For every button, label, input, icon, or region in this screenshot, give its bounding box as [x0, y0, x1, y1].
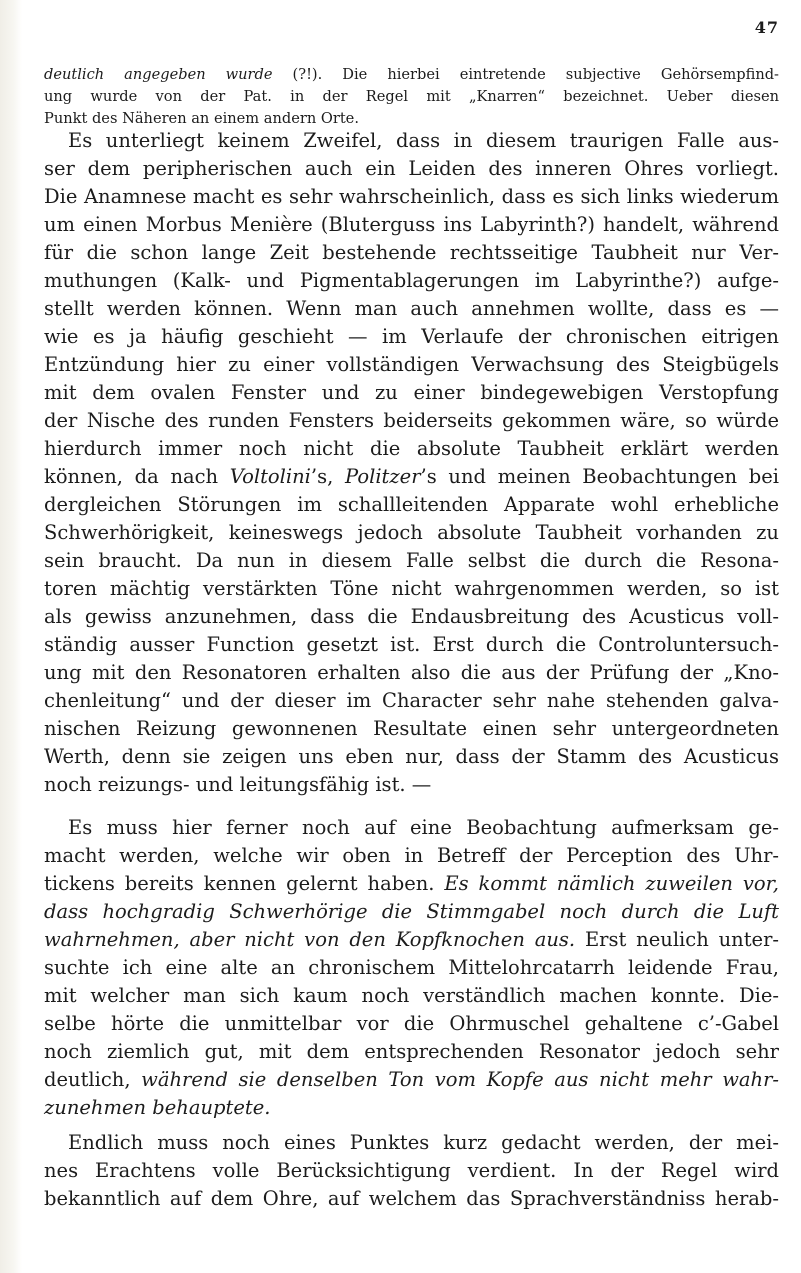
text-run: Es muss hier ferner noch auf eine Beobachtung aufmerksam ge- — [68, 816, 779, 839]
italic-text: deutlich angegeben wurde — [44, 66, 273, 83]
text-run: bekanntlich auf dem Ohre, auf welchem das Sprachverständniss herab- — [44, 1187, 779, 1210]
text-run: noch reizungs- und leitungsfähig ist. — — [44, 773, 432, 796]
text-run: ung wurde von der Pat. in der Regel mit „Knarren“ bezeichnet. Ueber diesen — [44, 88, 779, 105]
text-run: ’s und meinen Beobachtungen bei — [420, 465, 779, 488]
text-line — [44, 211, 779, 239]
text-line — [44, 659, 779, 687]
italic-text: Politzer — [345, 465, 421, 488]
text-line — [44, 603, 779, 631]
text-line — [44, 547, 779, 575]
text-line — [44, 814, 779, 842]
text-run: Entzündung hier zu einer vollständigen Verwachsung des Steigbügels — [44, 353, 779, 376]
text-line — [44, 351, 779, 379]
text-line — [44, 86, 779, 108]
text-run: stellt werden können. Wenn man auch annehmen wollte, dass es — — [44, 297, 779, 320]
text-run: Werth, denn sie zeigen uns eben nur, dass der Stamm des Acusticus — [44, 745, 779, 768]
text-line — [44, 435, 779, 463]
text-run: mit dem ovalen Fenster und zu einer bindegewebigen Verstopfung — [44, 381, 779, 404]
text-line — [44, 926, 779, 954]
text-line — [44, 842, 779, 870]
text-run: macht werden, welche wir oben in Betreff der Perception des Uhr- — [44, 844, 779, 867]
text-run: Schwerhörigkeit, keineswegs jedoch absolute Taubheit vorhanden zu — [44, 521, 779, 544]
text-line — [44, 295, 779, 323]
text-run: dergleichen Störungen im schallleitenden Apparate wohl erhebliche — [44, 493, 779, 516]
text-line — [44, 898, 779, 926]
text-run: noch ziemlich gut, mit dem entsprechenden Resonator jedoch sehr — [44, 1040, 779, 1063]
text-run: muthungen (Kalk- und Pigmentablagerungen im Labyrinthe?) aufge- — [44, 269, 779, 292]
text-run: der Nische des runden Fensters beiderseits gekommen wäre, so würde — [44, 409, 779, 432]
text-run: ser dem peripherischen auch ein Leiden des inneren Ohres vorliegt. — [44, 157, 779, 180]
text-run: ung mit den Resonatoren erhalten also die aus der Prüfung der „Kno- — [44, 661, 779, 684]
text-line — [44, 743, 779, 771]
page-gutter-shadow — [0, 0, 22, 1273]
text-run: hierdurch immer noch nicht die absolute Taubheit erklärt werden — [44, 437, 779, 460]
text-line — [44, 870, 779, 898]
footnote — [44, 64, 779, 130]
text-run: um einen Morbus Menière (Bluterguss ins Labyrinth?) handelt, während — [44, 213, 779, 236]
text-line — [44, 1038, 779, 1066]
text-run: mit welcher man sich kaum noch verständlich machen konnte. Die- — [44, 984, 779, 1007]
text-line — [44, 64, 779, 86]
text-run: sein braucht. Da nun in diesem Falle selbst die durch die Resona- — [44, 549, 779, 572]
italic-text: wahrnehmen, aber nicht von den Kopfknochen aus. — [44, 928, 576, 951]
text-line — [44, 1129, 779, 1157]
text-run: können, da nach — [44, 465, 230, 488]
italic-text: während sie denselben Ton vom Kopfe aus nicht mehr wahr- — [141, 1068, 779, 1091]
text-run: nischen Reizung gewonnenen Resultate einen sehr untergeordneten — [44, 717, 779, 740]
text-run: ’s, — [310, 465, 346, 488]
text-line — [44, 239, 779, 267]
text-line — [44, 183, 779, 211]
text-run: tickens bereits kennen gelernt haben. — [44, 872, 445, 895]
text-line — [44, 1185, 779, 1213]
text-run: wie es ja häufig geschieht — im Verlaufe der chronischen eitrigen — [44, 325, 779, 348]
text-line — [44, 267, 779, 295]
text-line — [44, 1010, 779, 1038]
text-line — [44, 1157, 779, 1185]
text-line — [44, 127, 779, 155]
text-line — [44, 323, 779, 351]
text-line — [44, 155, 779, 183]
italic-text: Es kommt nämlich zuweilen vor, — [444, 872, 779, 895]
text-line — [44, 771, 779, 799]
text-line — [44, 1094, 779, 1122]
text-line — [44, 407, 779, 435]
text-line — [44, 379, 779, 407]
text-run: für die schon lange Zeit bestehende rechtsseitige Taubheit nur Ver- — [44, 241, 779, 264]
text-line — [44, 1066, 779, 1094]
text-run: Punkt des Näheren an einem andern Orte. — [44, 110, 359, 127]
text-line — [44, 575, 779, 603]
text-run: Endlich muss noch eines Punktes kurz gedacht werden, der mei- — [68, 1131, 779, 1154]
text-run: ständig ausser Function gesetzt ist. Erst durch die Controluntersuch- — [44, 633, 779, 656]
italic-text: dass hochgradig Schwerhörige die Stimmgabel noch durch die Luft — [44, 900, 779, 923]
text-run: (?!). Die hierbei eintretende subjective Gehörsempfind- — [272, 66, 779, 83]
text-run: chenleitung“ und der dieser im Character sehr nahe stehenden galva- — [44, 689, 779, 712]
text-run: deutlich, — [44, 1068, 142, 1091]
text-line — [44, 491, 779, 519]
text-line — [44, 519, 779, 547]
text-line — [44, 463, 779, 491]
paragraph-1 — [44, 127, 779, 799]
text-line — [44, 954, 779, 982]
italic-text: Voltolini — [229, 465, 311, 488]
text-run: Erst neulich unter- — [575, 928, 779, 951]
text-run: selbe hörte die unmittelbar vor die Ohrmuschel gehaltene c’-Gabel — [44, 1012, 779, 1035]
text-run: Es unterliegt keinem Zweifel, dass in diesem traurigen Falle aus- — [68, 129, 779, 152]
text-line — [44, 982, 779, 1010]
text-run: suchte ich eine alte an chronischem Mittelohrcatarrh leidende Frau, — [44, 956, 779, 979]
paragraph-2 — [44, 814, 779, 1122]
text-line — [44, 631, 779, 659]
text-line — [44, 687, 779, 715]
paragraph-3 — [44, 1129, 779, 1213]
page-number: 47 — [754, 18, 779, 37]
italic-text: zunehmen behauptete. — [44, 1096, 271, 1119]
text-run: toren mächtig verstärkten Töne nicht wahrgenommen werden, so ist — [44, 577, 779, 600]
text-line — [44, 715, 779, 743]
text-run: nes Erachtens volle Berücksichtigung verdient. In der Regel wird — [44, 1159, 779, 1182]
text-run: Die Anamnese macht es sehr wahrscheinlich, dass es sich links wiederum — [44, 185, 779, 208]
text-run: als gewiss anzunehmen, dass die Endausbreitung des Acusticus voll- — [44, 605, 779, 628]
